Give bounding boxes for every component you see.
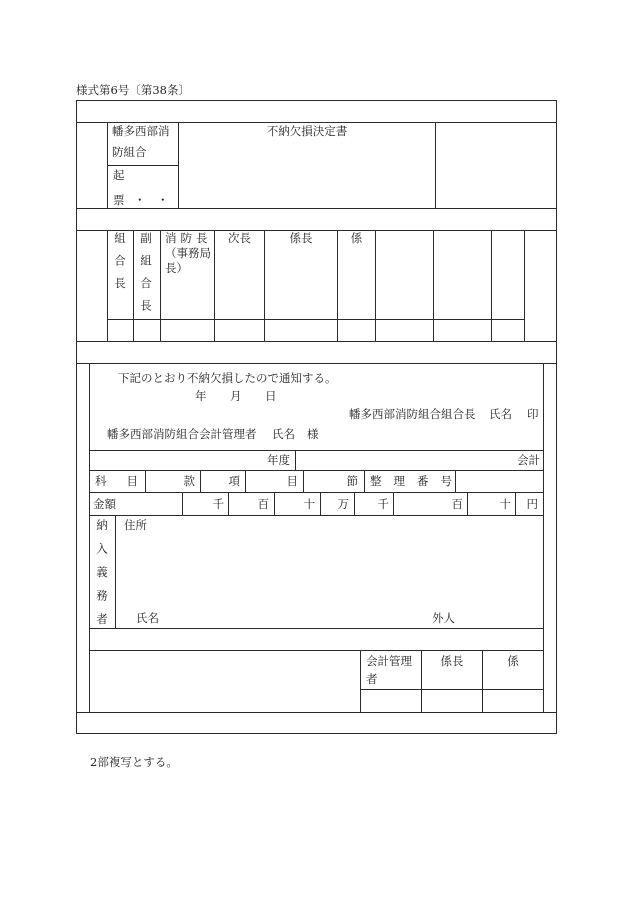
accounting-stamp-cell bbox=[482, 689, 544, 713]
stamp-cell bbox=[337, 319, 376, 342]
drafted-label-hyo: 票 bbox=[113, 193, 125, 207]
obligor-address-label: 住所 bbox=[124, 518, 147, 532]
ref-no-label: 整理番号 bbox=[370, 474, 464, 488]
obligor-others-label: 外人 bbox=[432, 611, 455, 625]
header-right-cell bbox=[435, 122, 557, 209]
approval-left-strip bbox=[76, 230, 108, 342]
approval-label-union-head: 組合長 bbox=[113, 232, 127, 300]
stamp-cell bbox=[433, 319, 492, 342]
accounting-manager-label-line-2: 者 bbox=[366, 672, 378, 686]
drafted-date-dot: ・ bbox=[157, 193, 169, 207]
fiscal-year-label: 年度 bbox=[267, 453, 290, 467]
budget-moku-label: 目 bbox=[286, 474, 298, 488]
accounting-chief-label: 係長 bbox=[440, 654, 464, 668]
blank-row-mid-1 bbox=[76, 208, 557, 231]
addressee-name-label: 氏名 bbox=[272, 427, 295, 441]
stamp-cell bbox=[264, 319, 338, 342]
approval-box-blank bbox=[491, 230, 525, 320]
blank-row-inner bbox=[89, 628, 544, 651]
approval-label-section-chief: 係長 bbox=[289, 231, 313, 245]
amount-unit-label: 円 bbox=[526, 497, 538, 511]
approval-label-fire-chief-line-2: （事務局 bbox=[165, 246, 211, 260]
stamp-cell bbox=[133, 319, 161, 342]
budget-kou-label: 項 bbox=[228, 474, 240, 488]
accounting-staff-label: 係 bbox=[507, 654, 519, 668]
drafted-label-ki: 起 bbox=[113, 168, 125, 182]
amount-unit-label: 十 bbox=[303, 497, 315, 511]
issuer-seal-mark: 印 bbox=[527, 407, 539, 421]
notice-message: 下記のとおり不納欠損したので通知する。 bbox=[118, 371, 337, 385]
amount-unit-label: 十 bbox=[499, 497, 511, 511]
budget-kan-label: 款 bbox=[183, 474, 195, 488]
amount-label: 金額 bbox=[93, 497, 116, 511]
amount-unit-label: 百 bbox=[257, 497, 269, 511]
ref-no-value-cell bbox=[455, 470, 544, 493]
footer-note: 2部複写とする。 bbox=[90, 755, 178, 769]
notice-date-day: 日 bbox=[265, 389, 277, 403]
org-name-line-2: 防組合 bbox=[112, 145, 147, 159]
account-label: 会計 bbox=[517, 453, 540, 467]
accounting-manager-label-line-1: 会計管理 bbox=[366, 654, 412, 668]
blank-row-bottom bbox=[76, 712, 557, 734]
approval-box-blank bbox=[375, 230, 434, 320]
approval-label-staff: 係 bbox=[350, 231, 363, 245]
amount-unit-label: 千 bbox=[377, 497, 389, 511]
obligor-name-label: 氏名 bbox=[136, 611, 159, 625]
amount-unit-label: 万 bbox=[337, 497, 349, 511]
addressee-title: 幡多西部消防組合会計管理者 bbox=[107, 427, 257, 441]
account-cell bbox=[295, 450, 544, 471]
stamp-cell bbox=[214, 319, 265, 342]
amount-unit-label: 百 bbox=[451, 497, 463, 511]
form-number-label: 様式第6号〔第38条〕 bbox=[76, 83, 190, 97]
approval-label-vice-union-head: 副組合長 bbox=[139, 232, 153, 322]
stamp-cell bbox=[491, 319, 525, 342]
approval-label-fire-chief-line-1: 消防長 bbox=[165, 231, 212, 245]
stamp-cell bbox=[160, 319, 215, 342]
obligor-details-cell bbox=[115, 515, 544, 629]
notice-date-month: 月 bbox=[230, 389, 242, 403]
document-title: 不納欠損決定書 bbox=[266, 124, 348, 138]
header-left-strip bbox=[76, 122, 108, 209]
org-name-line-1: 幡多西部消 bbox=[112, 124, 170, 138]
stamp-cell bbox=[107, 319, 134, 342]
stamp-cell bbox=[375, 319, 434, 342]
notice-date-year: 年 bbox=[195, 389, 207, 403]
blank-row-top bbox=[76, 100, 557, 123]
budget-setsu-label: 節 bbox=[346, 474, 358, 488]
issuer-title: 幡多西部消防組合組合長 bbox=[349, 407, 476, 421]
approval-right-strip bbox=[524, 230, 557, 342]
approval-box-blank bbox=[433, 230, 492, 320]
drafted-date-dot: ・ bbox=[134, 193, 146, 207]
accounting-stamp-cell bbox=[360, 689, 422, 713]
addressee-honorific: 様 bbox=[307, 427, 319, 441]
approval-label-deputy: 次長 bbox=[228, 231, 251, 245]
amount-unit-label: 千 bbox=[212, 497, 224, 511]
obligor-label: 納入義務者 bbox=[95, 519, 109, 637]
fiscal-year-cell bbox=[89, 450, 296, 471]
issuer-name-label: 氏名 bbox=[489, 407, 512, 421]
blank-row-mid-2 bbox=[76, 341, 557, 364]
accounting-stamp-cell bbox=[421, 689, 483, 713]
budget-subject-label: 科目 bbox=[95, 474, 158, 488]
approval-label-fire-chief-line-3: 長） bbox=[165, 261, 188, 275]
